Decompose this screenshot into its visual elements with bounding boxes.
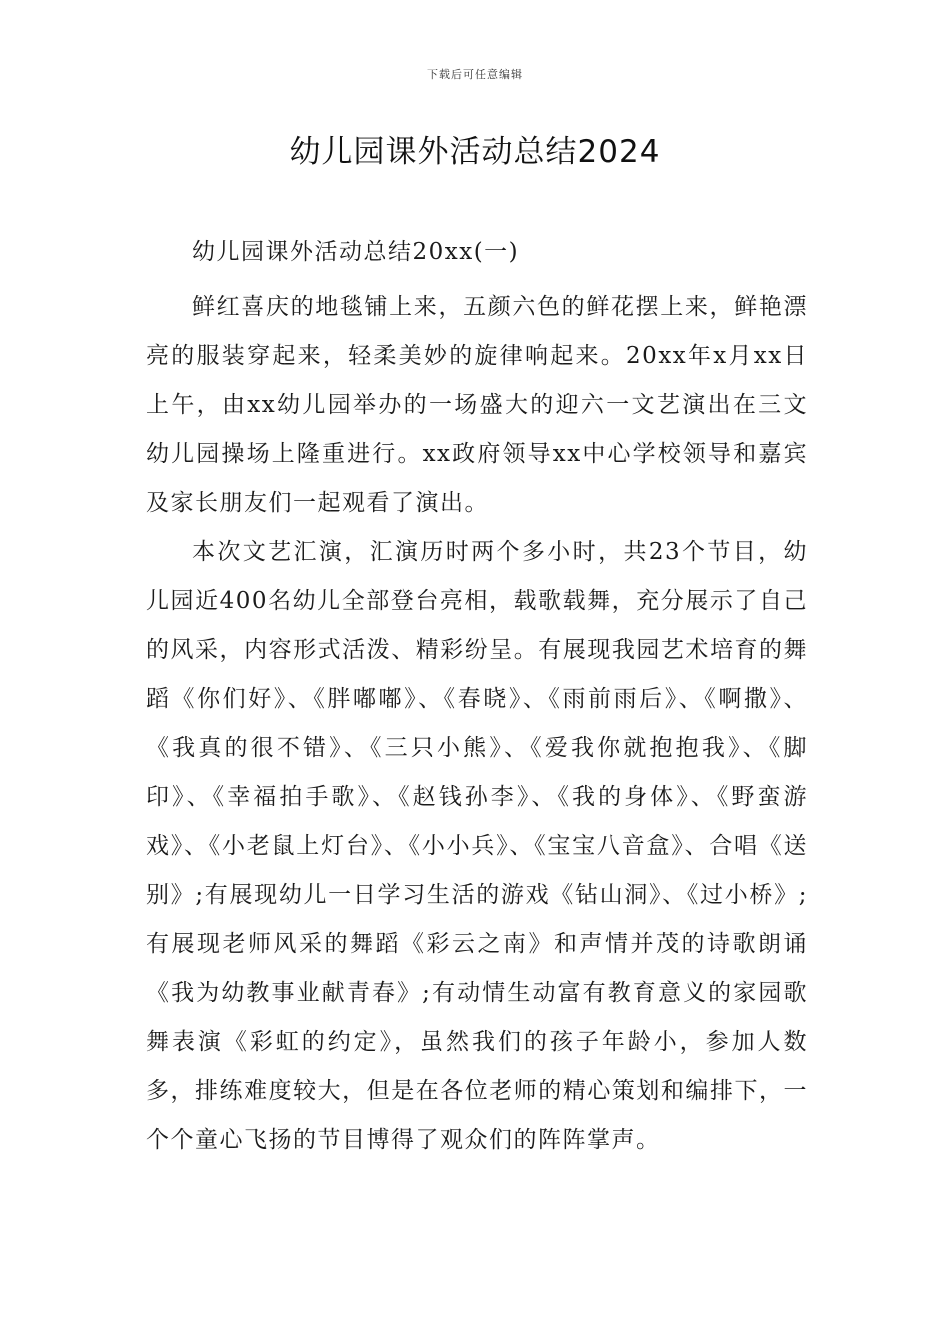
paragraph: 鲜红喜庆的地毯铺上来，五颜六色的鲜花摆上来，鲜艳漂亮的服装穿起来，轻柔美妙的旋律响起来。20xx年x月xx日上午，由xx幼儿园举办的一场盛大的迎六一文艺演出在三文幼儿园操场上隆重进行。xx政府领导xx中心学校领导和嘉宾及家长朋友们一起观看了演出。	[146, 294, 808, 516]
page-title: 幼儿园课外活动总结2024	[289, 134, 661, 170]
header-note: 下载后可任意编辑	[427, 68, 523, 81]
document-body	[146, 228, 808, 1165]
section-subheading: 幼儿园课外活动总结20xx(一)	[192, 239, 520, 265]
paragraph: 本次文艺汇演，汇演历时两个多小时，共23个节目，幼儿园近400名幼儿全部登台亮相，载歌载舞，充分展示了自己的风采，内容形式活泼、精彩纷呈。有展现我园艺术培育的舞蹈《你们好》、《胖嘟嘟》、《春晓》、《雨前雨后》、《啊撒》、《我真的很不错》、《三只小熊》、《爱我你就抱抱我》、《脚印》、《幸福拍手歌》、《赵钱孙李》、《我的身体》、《野蛮游戏》、《小老鼠上灯台》、《小小兵》、《宝宝八音盒》、合唱《送别》;有展现幼儿一日学习生活的游戏《钻山洞》、《过小桥》;有展现老师风采的舞蹈《彩云之南》和声情并茂的诗歌朗诵《我为幼教事业献青春》;有动情生动富有教育意义的家园歌舞表演《彩虹的约定》，虽然我们的孩子年龄小，参加人数多，排练难度较大，但是在各位老师的精心策划和编排下，一个个童心飞扬的节目博得了观众们的阵阵掌声。	[146, 539, 808, 1153]
